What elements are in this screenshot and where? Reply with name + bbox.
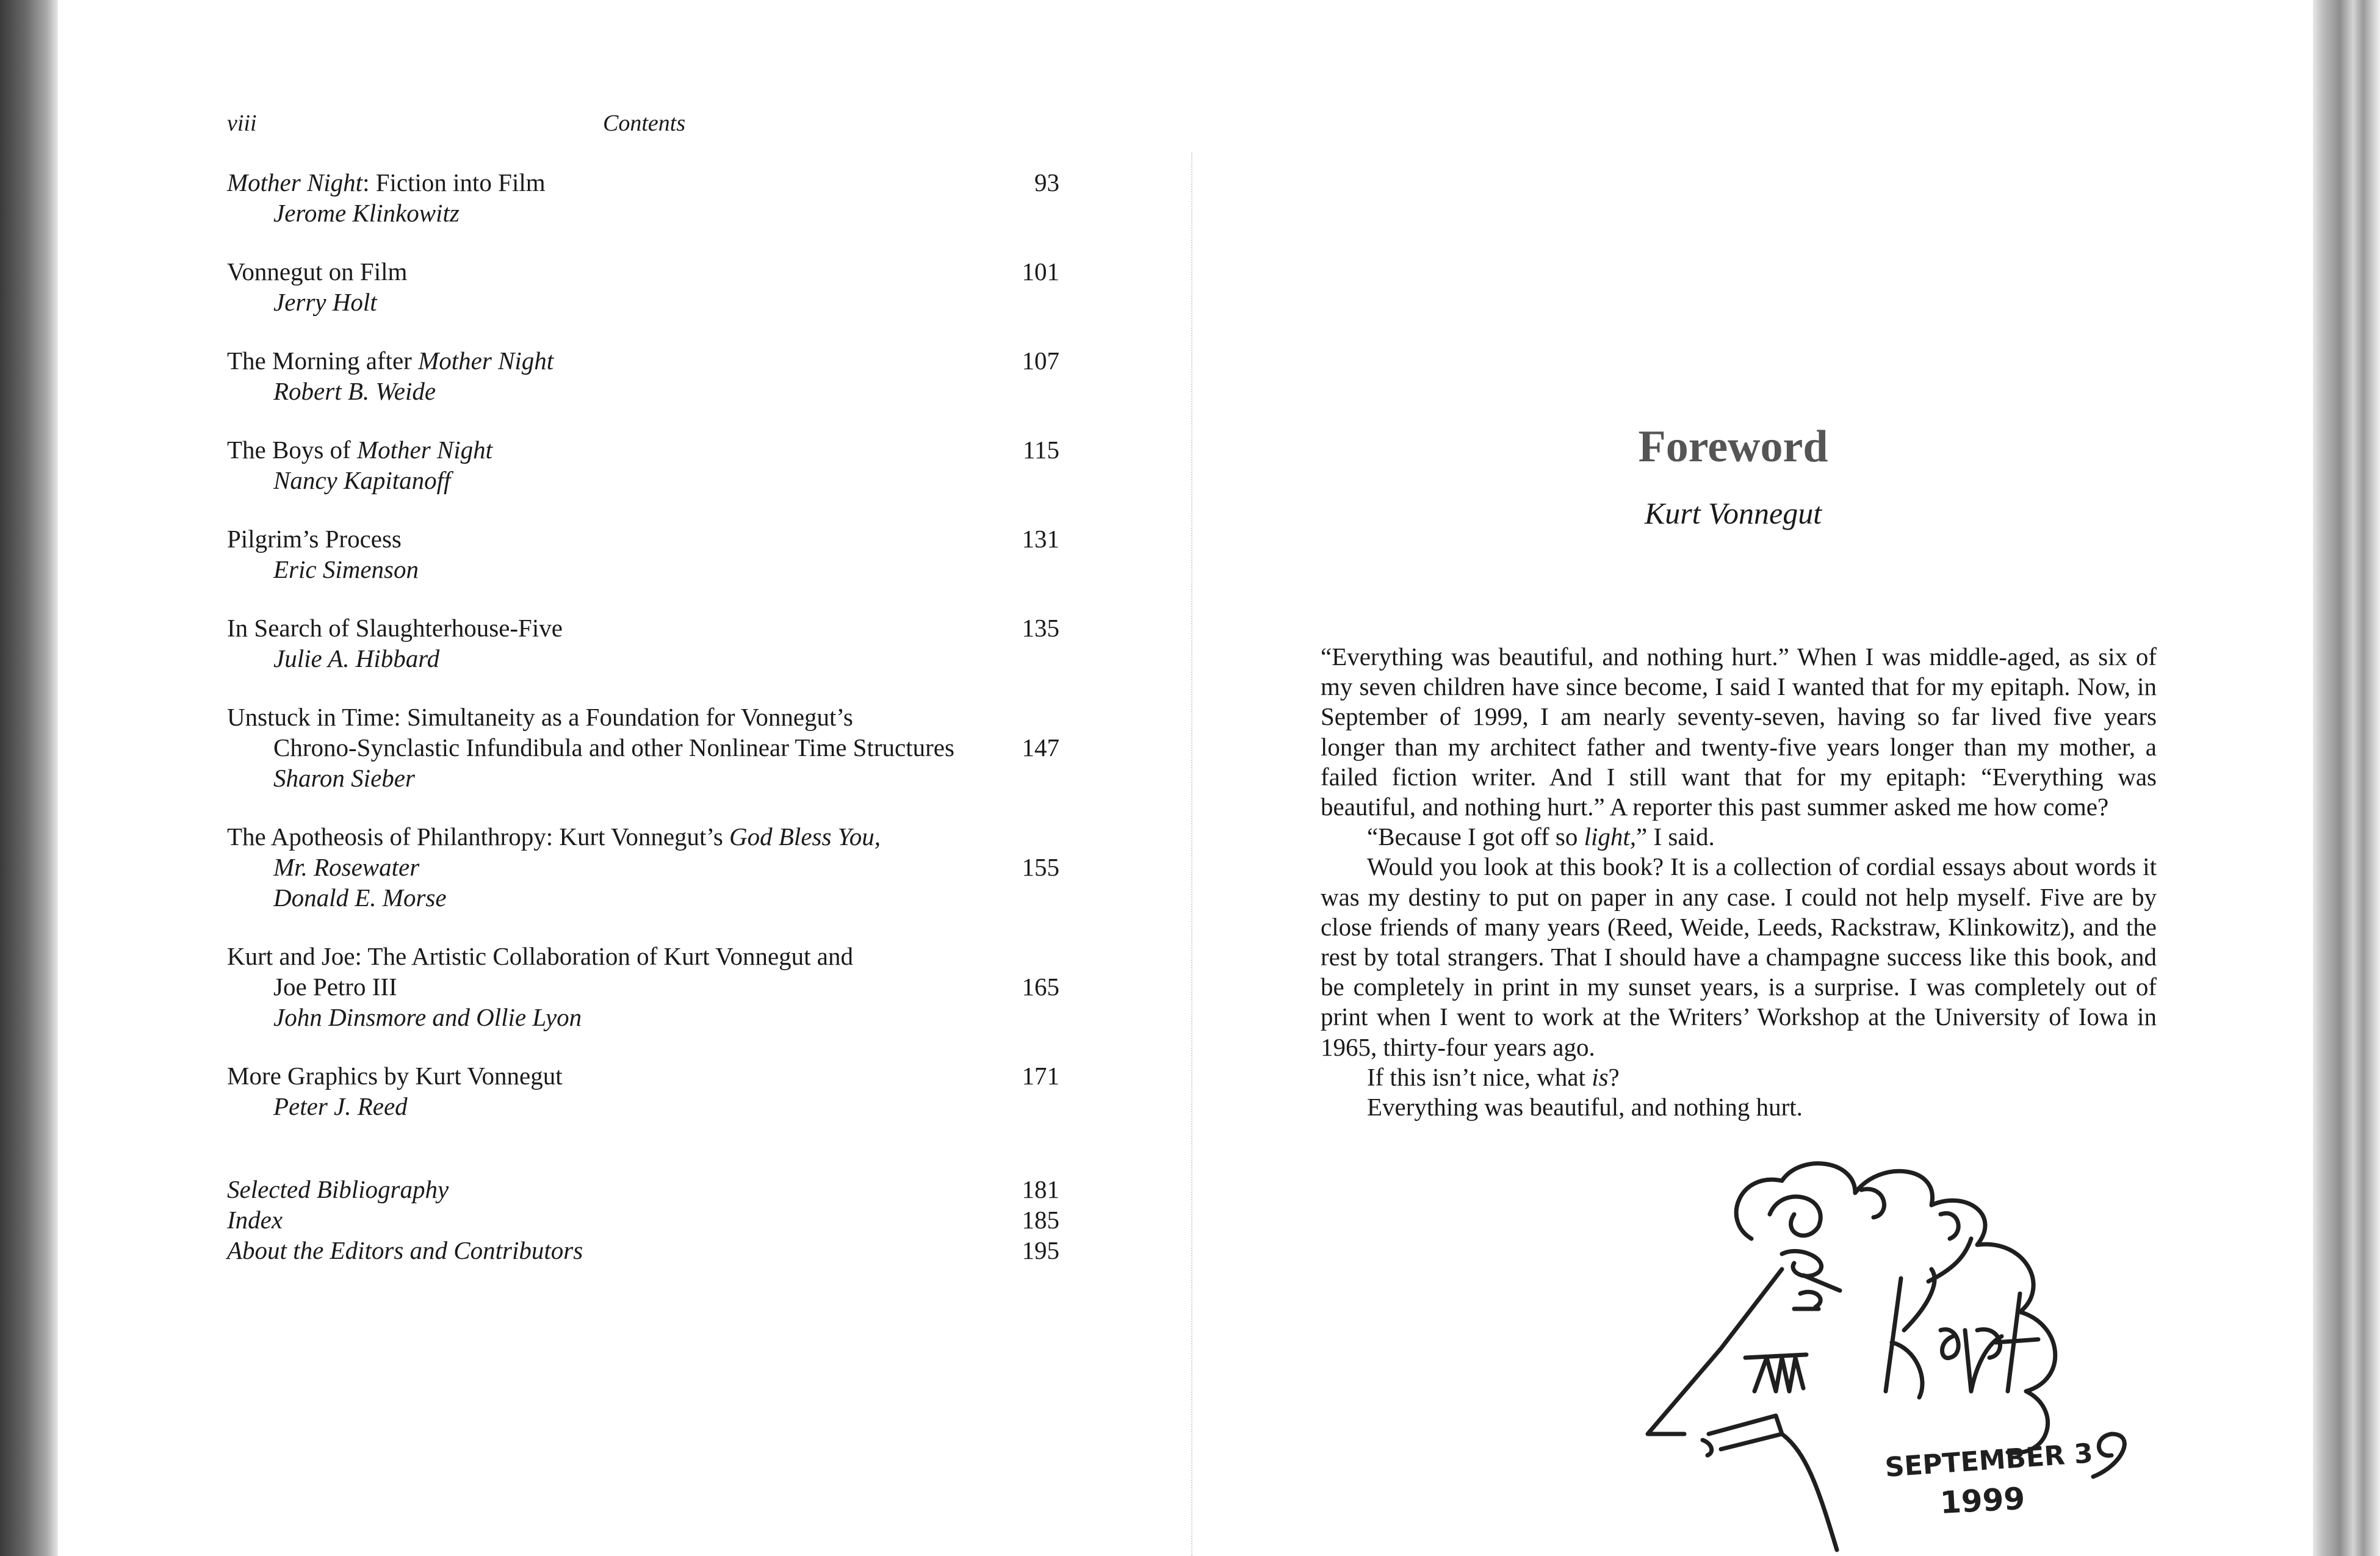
inscription-date-line-1: SEPTEMBER 3 [1884, 1438, 2094, 1483]
toc-entry [227, 821, 1069, 913]
toc-back-title: About the Editors and Contributors [227, 1236, 583, 1264]
paragraph: “Everything was beautiful, and nothing hurt.” When I was middle-aged, as six of my seven children have since become, I said I wanted that for my epitaph. Now, in September of 1999, I am nearly seventy-seven, having so far lived five years longer than my architect father and twenty-five years longer than my mother, a failed fiction writer. And I still want that for my epitaph: “Everything was beautiful, and nothing hurt.” A reporter this past summer asked me how come? [1321, 643, 2157, 821]
toc-entry-title: The Morning after Mother Night [227, 347, 554, 375]
signed-self-portrait-sketch [1599, 1147, 2173, 1556]
toc-entry-author: Jerry Holt [273, 288, 377, 316]
toc-entry-title: Pilgrim’s Process [227, 525, 402, 553]
toc-back-entry [227, 1235, 1069, 1266]
inscription-date-line-2: 1999 [1939, 1480, 2026, 1521]
toc-entry-title: The Apotheosis of Philanthropy: Kurt Vonnegut’s God Bless You, [227, 823, 881, 851]
toc-entry-author: Nancy Kapitanoff [273, 466, 451, 494]
toc-entry [227, 941, 1069, 1032]
toc-page-number: 115 [1023, 436, 1059, 464]
toc-entry-author: John Dinsmore and Ollie Lyon [273, 1003, 582, 1031]
foreword-body [1321, 642, 2157, 1122]
paragraph: If this isn’t nice, what is? [1367, 1062, 1620, 1091]
toc-entry-title: Kurt and Joe: The Artistic Collaboration of Kurt Vonnegut and [227, 942, 854, 970]
paragraph: Would you look at this book? It is a collection of cordial essays about words it was my destiny to put on paper in any case. I could not help myself. Five are by close friends of many years (Reed, Weide, Leeds, Rackstraw, Klinkowitz), and the rest by total strangers. That I should have a champagne success like this book, and be completely in print in my sunset years, is a surprise. I was completely out of print when I went to work at the Writers’ Workshop at the University of Iowa in 1965, thirty-four years ago. [1321, 852, 2157, 1061]
toc-page-number: 171 [1022, 1062, 1059, 1090]
toc-entry [227, 702, 1069, 793]
toc-entry-author: Donald E. Morse [273, 884, 447, 912]
toc-entry-title: The Boys of Mother Night [227, 436, 493, 464]
toc-entry [227, 434, 1069, 495]
toc-entry-title-continued: Mr. Rosewater [273, 853, 420, 881]
paragraph: Everything was beautiful, and nothing hurt. [1367, 1093, 1803, 1122]
toc-entry [227, 613, 1069, 674]
toc-entry-title: In Search of Slaughterhouse-Five [227, 614, 563, 642]
foreword-heading: Foreword [1638, 422, 1828, 472]
toc-entry-author: Sharon Sieber [273, 764, 415, 792]
toc-entry-author: Jerome Klinkowitz [273, 199, 460, 227]
toc-entry-title: Unstuck in Time: Simultaneity as a Foundation for Vonnegut’s [227, 703, 853, 731]
toc-back-title: Index [227, 1206, 283, 1234]
toc-page-number: 93 [1034, 168, 1059, 196]
toc-page-number: 101 [1022, 258, 1059, 286]
toc-entry-author: Julie A. Hibbard [273, 644, 440, 672]
toc-page-number: 131 [1022, 525, 1059, 553]
book-spine-edge-left [0, 0, 58, 1556]
toc-entry [227, 256, 1069, 317]
toc-page-number: 181 [1022, 1175, 1059, 1203]
toc-page-number: 165 [1022, 973, 1059, 1001]
toc-entry [227, 524, 1069, 585]
toc-entry-author: Eric Simenson [273, 555, 419, 583]
toc-page-number: 185 [1022, 1206, 1059, 1234]
toc-page-number: 147 [1022, 733, 1059, 762]
toc-back-entry [227, 1205, 1069, 1235]
paragraph: “Because I got off so light,” I said. [1367, 823, 1715, 851]
toc-entry-title-continued: Chrono-Synclastic Infundibula and other Nonlinear Time Structures [273, 733, 954, 762]
running-head: Contents [603, 110, 686, 136]
toc-entry-title: More Graphics by Kurt Vonnegut [227, 1062, 563, 1090]
toc-entry [227, 167, 1069, 228]
toc-entry-author: Peter J. Reed [273, 1092, 408, 1120]
foreword-author: Kurt Vonnegut [1644, 496, 1822, 530]
toc-entry [227, 345, 1069, 406]
table-of-contents [227, 167, 1069, 1150]
folio: viii [227, 110, 257, 136]
toc-back-entry [227, 1174, 1069, 1205]
center-gutter [1191, 153, 1192, 1556]
toc-back-title: Selected Bibliography [227, 1175, 449, 1203]
toc-page-number: 195 [1022, 1236, 1059, 1264]
toc-page-number: 135 [1022, 614, 1059, 642]
toc-page-number: 107 [1022, 347, 1059, 375]
toc-entry-title-continued: Joe Petro III [273, 973, 397, 1001]
toc-entry-title: Vonnegut on Film [227, 258, 408, 286]
book-page-edges-right [2313, 0, 2380, 1556]
toc-page-number: 155 [1022, 853, 1059, 881]
toc-entry-author: Robert B. Weide [273, 377, 436, 405]
toc-entry [227, 1061, 1069, 1122]
toc-back-matter [227, 1174, 1069, 1266]
toc-entry-title: Mother Night: Fiction into Film [227, 168, 546, 196]
